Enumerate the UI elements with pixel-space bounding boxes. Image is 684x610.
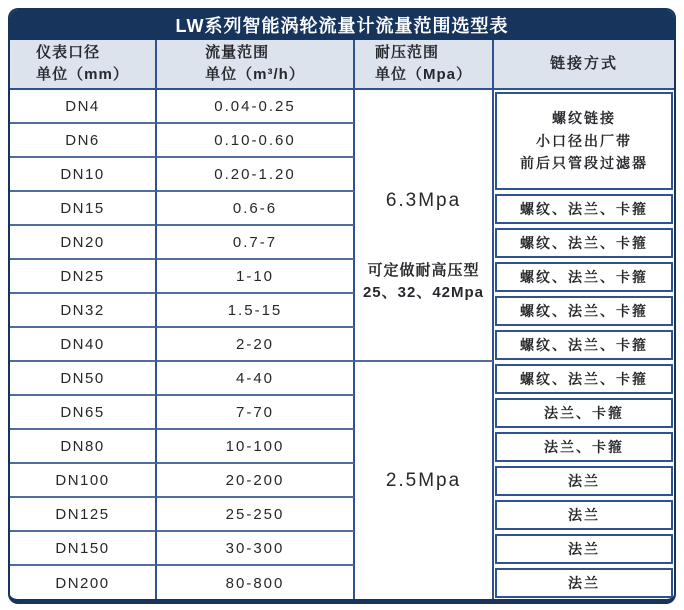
connection-text: 小口径出厂带	[536, 132, 632, 149]
flow-range-cell: 10-100	[157, 430, 355, 464]
flow-range-cell: 30-300	[157, 532, 355, 566]
connection-cell	[495, 228, 673, 258]
flow-range-cell: 0.6-6	[157, 192, 355, 226]
dn-cell: DN200	[10, 566, 157, 600]
connection-text: 螺纹、法兰、卡箍	[520, 336, 648, 353]
connection-cell	[495, 330, 673, 360]
dn-cell: DN6	[10, 124, 157, 158]
dn-cell: DN15	[10, 192, 157, 226]
connection-cell	[495, 568, 673, 598]
dn-cell: DN50	[10, 362, 157, 396]
dn-cell: DN65	[10, 396, 157, 430]
pressure-note: 25、32、42Mpa	[362, 283, 485, 301]
connection-cell	[495, 92, 673, 190]
connection-text: 螺纹链接	[552, 110, 616, 127]
dn-cell: DN25	[10, 260, 157, 294]
dn-cell: DN20	[10, 226, 157, 260]
flow-selection-table	[8, 8, 676, 604]
flow-range-cell: 25-250	[157, 498, 355, 532]
dn-cell: DN32	[10, 294, 157, 328]
dn-cell: DN40	[10, 328, 157, 362]
flow-range-cell: 80-800	[157, 566, 355, 600]
header-text: 单位（mm）	[36, 66, 129, 83]
pressure-note: 可定做耐高压型	[367, 262, 480, 279]
flow-range-cell: 1-10	[157, 260, 355, 294]
connection-text: 螺纹、法兰、卡箍	[520, 370, 648, 387]
header-text: 耐压范围	[374, 43, 439, 61]
header-col-0	[10, 40, 157, 88]
flow-range-cell: 20-200	[157, 464, 355, 498]
flow-range-cell: 0.04-0.25	[157, 90, 355, 124]
connection-cell	[495, 364, 673, 394]
pressure-cell	[355, 362, 494, 600]
dn-cell: DN10	[10, 158, 157, 192]
dn-cell: DN150	[10, 532, 157, 566]
connection-cell	[495, 534, 673, 564]
dn-cell: DN4	[10, 90, 157, 124]
table-title: LW系列智能涡轮流量计流量范围选型表	[175, 16, 509, 36]
flow-range-cell: 7-70	[157, 396, 355, 430]
table-header-row	[10, 40, 674, 90]
pressure-value: 2.5Mpa	[385, 470, 462, 491]
connection-text: 法兰	[568, 472, 600, 489]
connection-text: 法兰	[568, 540, 600, 557]
connection-cell	[495, 296, 673, 326]
dn-cell: DN100	[10, 464, 157, 498]
connection-cell	[495, 398, 673, 428]
header-text: 链接方式	[549, 54, 618, 72]
header-col-3	[494, 40, 674, 88]
pressure-value: 6.3Mpa	[385, 190, 462, 211]
flow-range-cell: 0.20-1.20	[157, 158, 355, 192]
connection-text: 前后只管段过滤器	[520, 155, 648, 172]
connection-text: 法兰	[568, 574, 600, 591]
connection-cell	[495, 262, 673, 292]
dn-cell: DN125	[10, 498, 157, 532]
table-title-bar	[10, 10, 674, 40]
pressure-cell	[355, 90, 494, 362]
connection-text: 螺纹、法兰、卡箍	[520, 302, 648, 319]
connection-text: 螺纹、法兰、卡箍	[520, 234, 648, 251]
connection-cell	[495, 432, 673, 462]
flow-range-cell: 0.7-7	[157, 226, 355, 260]
connection-cell	[495, 194, 673, 224]
dn-cell: DN80	[10, 430, 157, 464]
flow-range-cell: 1.5-15	[157, 294, 355, 328]
flow-range-cell: 4-40	[157, 362, 355, 396]
connection-text: 螺纹、法兰、卡箍	[520, 268, 648, 285]
flow-range-cell: 2-20	[157, 328, 355, 362]
header-text: 流量范围	[205, 43, 270, 61]
header-text: 单位（m³/h）	[205, 66, 305, 83]
connection-text: 法兰、卡箍	[544, 438, 624, 455]
header-text: 仪表口径	[36, 43, 101, 61]
connection-cell	[495, 466, 673, 496]
connection-text: 法兰	[568, 506, 600, 523]
connection-cell	[495, 500, 673, 530]
flow-range-cell: 0.10-0.60	[157, 124, 355, 158]
header-col-1	[157, 40, 355, 88]
header-text: 单位（Mpa）	[374, 66, 472, 83]
table-body	[10, 90, 674, 600]
connection-text: 法兰、卡箍	[544, 404, 624, 421]
connection-text: 螺纹、法兰、卡箍	[520, 200, 648, 217]
header-col-2	[355, 40, 494, 88]
